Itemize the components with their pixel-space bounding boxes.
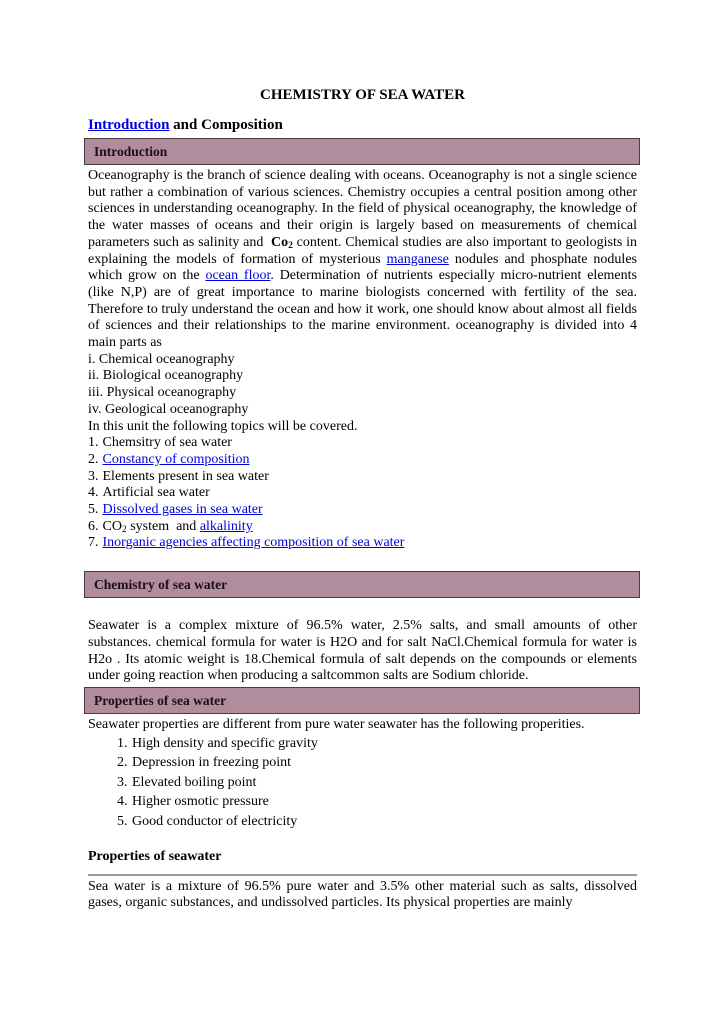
topics-intro-line: In this unit the following topics will be covered. xyxy=(88,418,358,434)
topic-item: 3. Elements present in sea water xyxy=(88,468,269,484)
intro-text-4: . Determination of nutrients especially micro-nutrient elements (like N,P) are of great importance to marine biologists concerned with fertility of the sea. Therefore to truly understand the ocean and how it work, one should know about almost all fields of sciences and their relationships to the marine environment. oceanography is divided into 4 main parts as xyxy=(88,268,637,351)
doc-subtitle xyxy=(88,116,637,134)
topic-item: 5. Dissolved gases in sea water xyxy=(88,502,263,518)
ocean-floor-link[interactable]: ocean floor xyxy=(205,268,271,284)
properties-of-seawater-heading: Properties of seawater xyxy=(88,848,222,864)
property-item: 1. High density and specific gravity xyxy=(117,735,318,751)
property-item: 3. Elevated boiling point xyxy=(117,774,257,790)
doc-subtitle-rest: and Composition xyxy=(169,117,283,133)
oceanography-type-item: i. Chemical oceanography xyxy=(88,351,235,367)
page-title: CHEMISTRY OF SEA WATER xyxy=(260,87,465,103)
section-header-properties xyxy=(84,687,640,714)
introduction-paragraph xyxy=(88,168,637,352)
topic-item: 2. Constancy of composition xyxy=(88,451,250,467)
topic-item: 4. Artificial sea water xyxy=(88,485,210,501)
property-item: 2. Depression in freezing point xyxy=(117,755,292,771)
topic-item: 6. $CO_2$ system and alkalinity xyxy=(88,518,253,535)
section-header-label: Chemistry of sea water xyxy=(94,577,228,593)
dissolved-gases-link[interactable]: Dissolved gases in sea water xyxy=(102,502,263,518)
property-item: 4. Higher osmotic pressure xyxy=(117,794,269,810)
intro-text-1: Oceanography is the branch of science dealing with oceans. Oceanography is not a single science but rather a combination of various sciences. Chemistry occupies a central position among other sciences in understanding oceanography. In the field of physical oceanography, the knowledge of the water masses of oceans and their origin is largely based on measurements of chemical parameters such as salinity and xyxy=(88,168,637,250)
seawater-mixture-paragraph: Sea water is a mixture of 96.5% pure water and 3.5% other material such as salts, dissolved gases, organic substances, and undissolved particles. Its physical properties are mainly xyxy=(88,878,637,911)
oceanography-type-item: iii. Physical oceanography xyxy=(88,385,237,401)
section-header-label: Introduction xyxy=(94,144,168,159)
introduction-link[interactable]: Introduction xyxy=(88,117,170,133)
properties-lead-line: Seawater properties are different from pure water seawater has the following properities. xyxy=(88,716,585,732)
oceanography-type-item: iv. Geological oceanography xyxy=(88,401,249,417)
inorganic-agencies-link[interactable]: Inorganic agencies affecting composition of sea water xyxy=(102,535,405,551)
properties-list xyxy=(88,734,637,832)
intro-text-2: content. Chemical studies are also important to geologists in explaining the models of formation of mysterious xyxy=(88,234,637,267)
topic-item: 7. Inorganic agencies affecting composition of sea water xyxy=(88,535,405,551)
property-item: 5. Good conductor of electricity xyxy=(117,814,298,830)
alkalinity-link[interactable]: alkalinity xyxy=(199,518,253,534)
chemistry-paragraph: Seawater is a complex mixture of 96.5% water, 2.5% salts, and small amounts of other substances. chemical formula for water is H2O and for salt NaCl.Chemical formula for water is H2o . Its atomic weight is 18.Chemical formula of salt depends on the compounds or elements under going reaction when producing a saltcommon salts are Sodium chloride. xyxy=(88,618,637,684)
section-header-introduction xyxy=(84,138,640,165)
co2-formula: $Co_2$ xyxy=(271,234,293,251)
constancy-of-composition-link[interactable]: Constancy of composition xyxy=(102,451,250,467)
section-header-label: Properties of sea water xyxy=(94,692,227,708)
co2-formula: $CO_2$ xyxy=(102,518,127,535)
topic-item: 1. Chemsitry of sea water xyxy=(88,435,232,451)
manganese-link[interactable]: manganese xyxy=(386,251,449,267)
oceanography-type-item: ii. Biological oceanography xyxy=(88,368,244,384)
horizontal-divider xyxy=(88,874,637,876)
section-header-chemistry xyxy=(84,571,640,598)
intro-text-3: nodules and phosphate nodules which grow on the xyxy=(88,251,637,284)
